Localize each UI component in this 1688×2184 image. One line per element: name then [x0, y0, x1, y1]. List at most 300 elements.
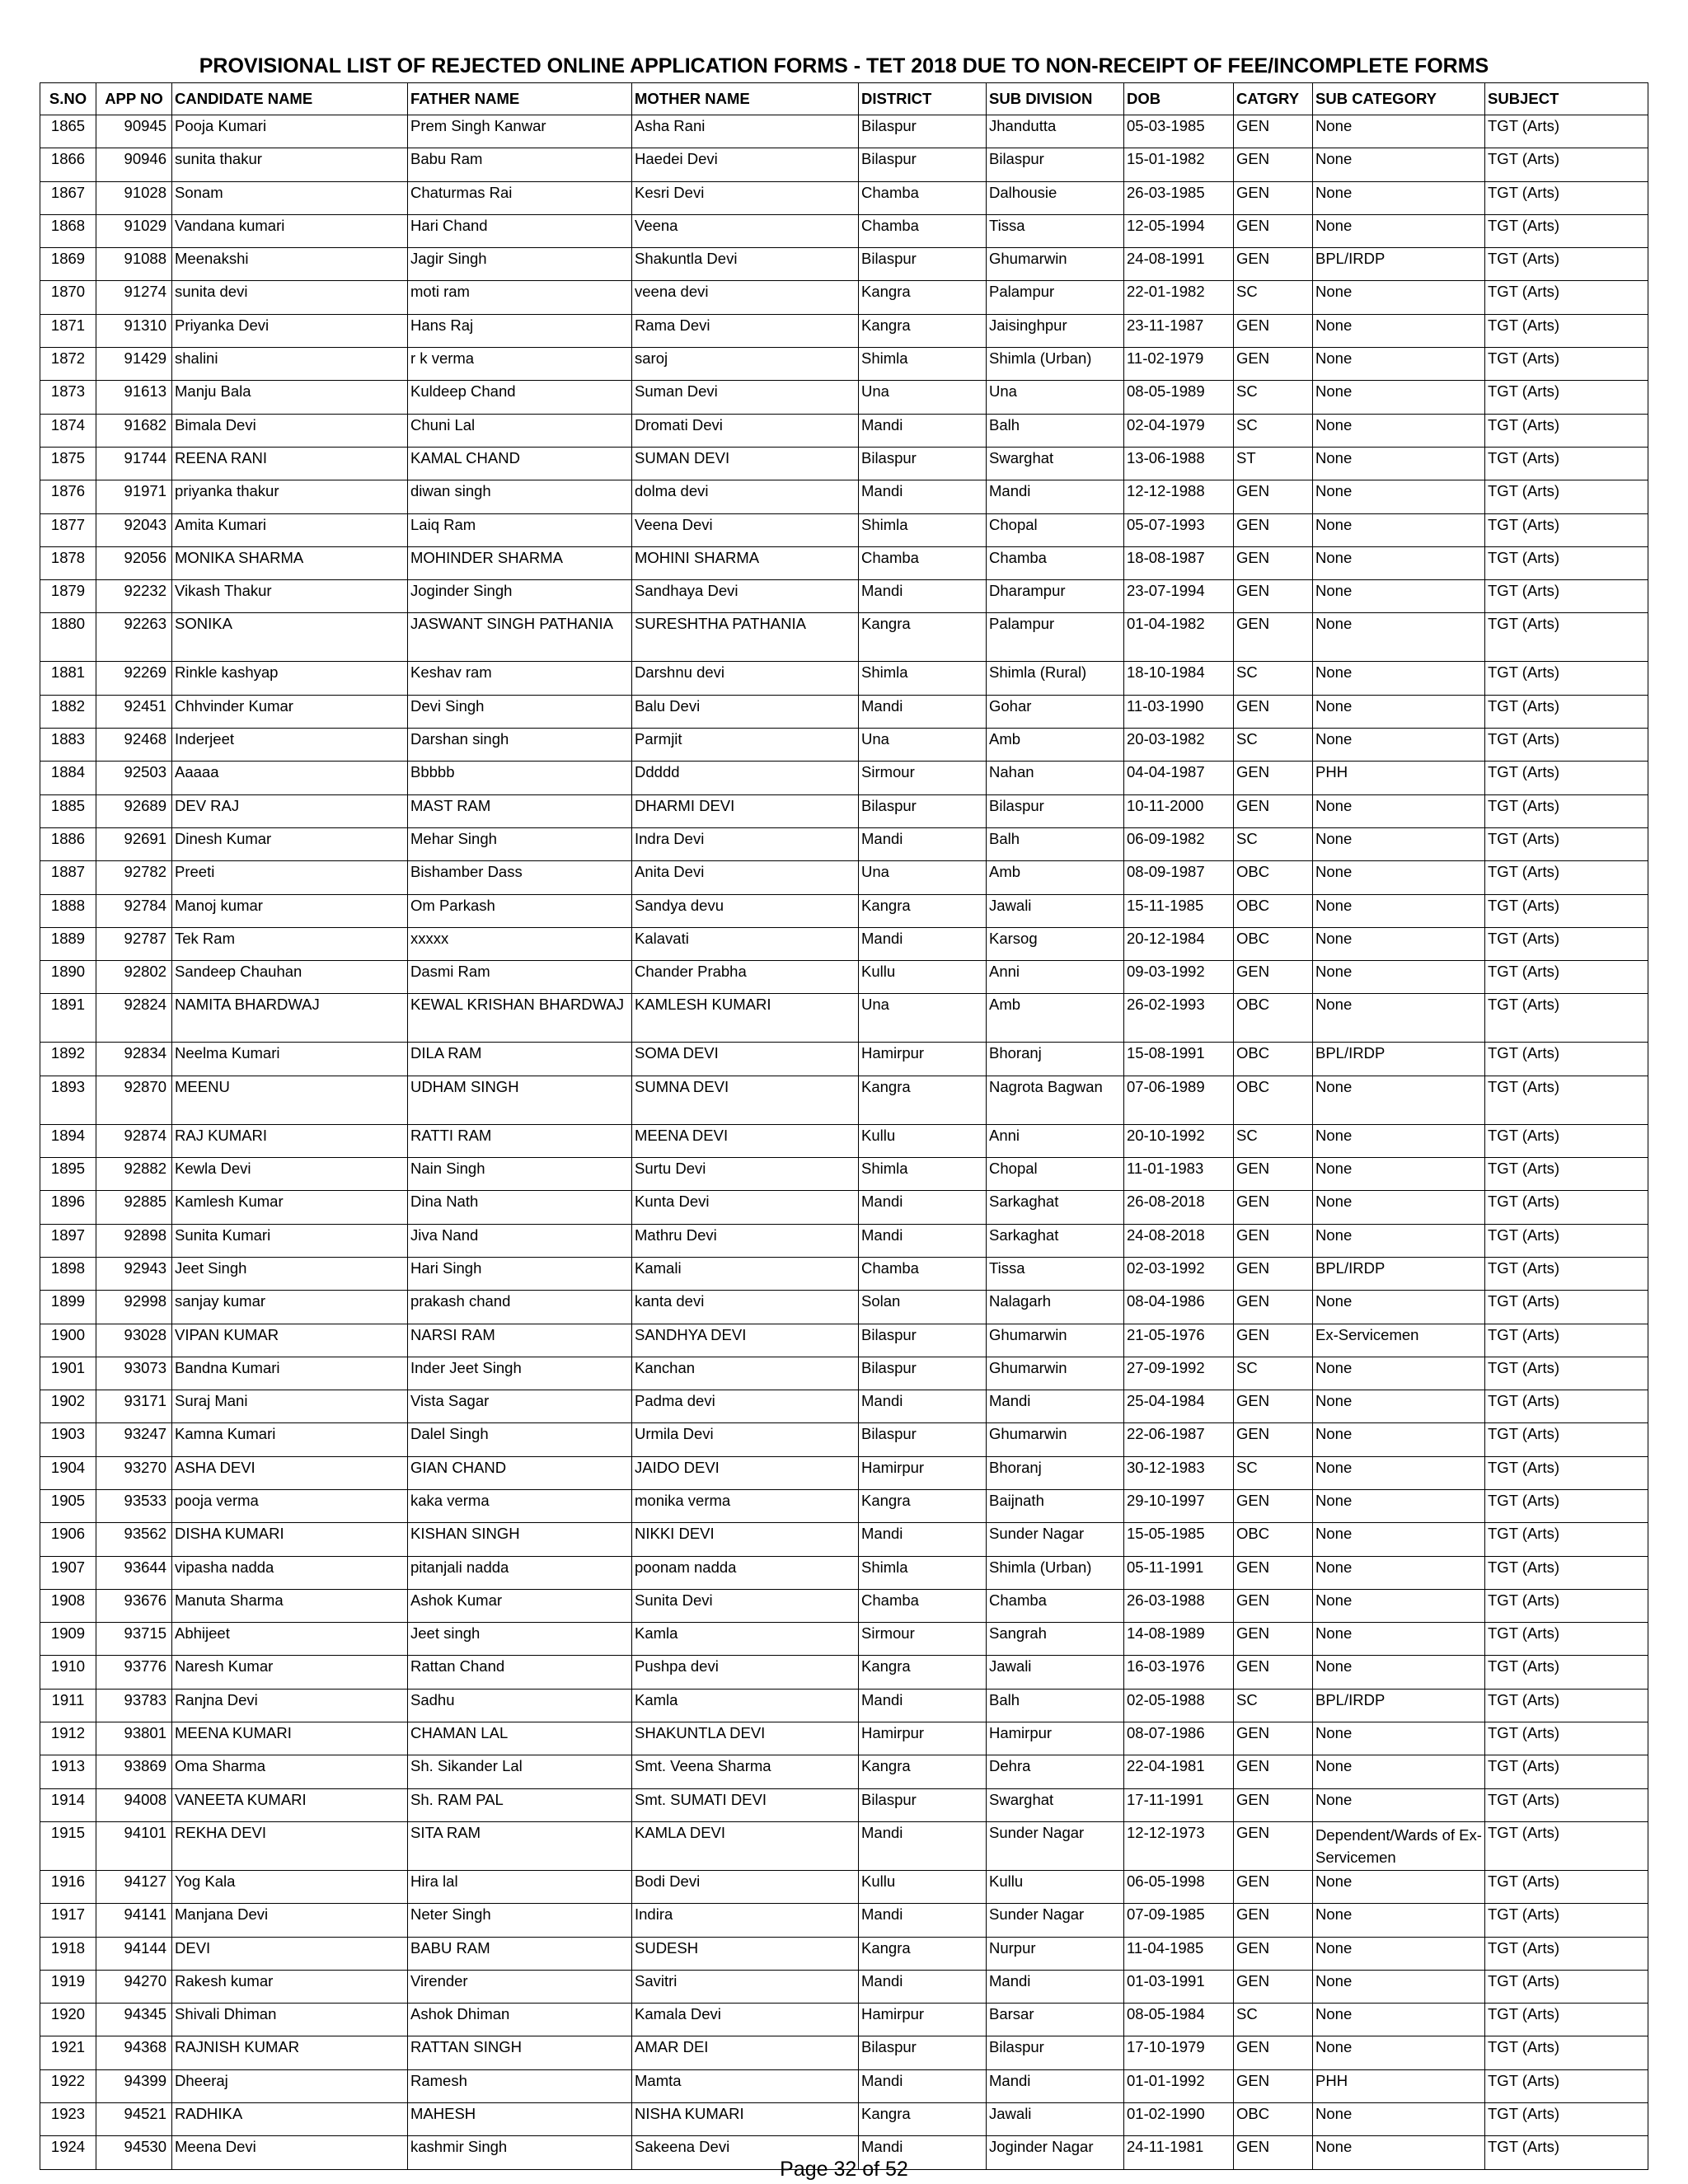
cell-father-name: Rattan Chand	[408, 1656, 632, 1689]
cell-sub-division: Mandi	[987, 2069, 1124, 2102]
cell-app-no: 93028	[96, 1324, 172, 1357]
cell-mother-name: Balu Devi	[632, 695, 859, 728]
cell-category: GEN	[1234, 961, 1313, 994]
cell-mother-name: KAMLA DEVI	[632, 1821, 859, 1870]
cell-father-name: GIAN CHAND	[408, 1456, 632, 1489]
table-row	[40, 1589, 1648, 1622]
cell-category: GEN	[1234, 480, 1313, 513]
cell-candidate-name: Jeet Singh	[172, 1257, 408, 1290]
cell-app-no: 92691	[96, 827, 172, 860]
column-header-sno: S.NO	[40, 83, 96, 115]
cell-subject: TGT (Arts)	[1485, 2036, 1648, 2069]
cell-sno: 1922	[40, 2069, 96, 2102]
cell-sub-category: None	[1313, 314, 1485, 347]
cell-mother-name: Urmila Devi	[632, 1423, 859, 1456]
cell-subject: TGT (Arts)	[1485, 1224, 1648, 1257]
cell-mother-name: NISHA KUMARI	[632, 2103, 859, 2136]
cell-sno: 1883	[40, 729, 96, 762]
cell-district: Bilaspur	[859, 1357, 987, 1390]
cell-mother-name: Kanchan	[632, 1357, 859, 1390]
cell-sno: 1902	[40, 1390, 96, 1423]
cell-mother-name: Ddddd	[632, 762, 859, 794]
cell-mother-name: Parmjit	[632, 729, 859, 762]
cell-father-name: Sadhu	[408, 1689, 632, 1722]
cell-sub-category: None	[1313, 927, 1485, 960]
table-row	[40, 1357, 1648, 1390]
cell-sub-category: None	[1313, 1870, 1485, 1903]
cell-subject: TGT (Arts)	[1485, 827, 1648, 860]
cell-app-no: 92998	[96, 1291, 172, 1324]
cell-sno: 1871	[40, 314, 96, 347]
cell-sno: 1869	[40, 248, 96, 281]
cell-candidate-name: sanjay kumar	[172, 1291, 408, 1324]
cell-subject: TGT (Arts)	[1485, 1689, 1648, 1722]
cell-subject: TGT (Arts)	[1485, 1523, 1648, 1556]
cell-district: Bilaspur	[859, 1324, 987, 1357]
cell-sub-category: None	[1313, 214, 1485, 247]
cell-sub-division: Shimla (Urban)	[987, 348, 1124, 381]
table-row	[40, 348, 1648, 381]
cell-father-name: NARSI RAM	[408, 1324, 632, 1357]
cell-mother-name: Kesri Devi	[632, 181, 859, 214]
cell-district: Mandi	[859, 1390, 987, 1423]
cell-app-no: 94521	[96, 2103, 172, 2136]
cell-app-no: 94141	[96, 1904, 172, 1937]
table-body	[40, 115, 1648, 2170]
cell-sub-division: Bilaspur	[987, 2036, 1124, 2069]
cell-district: Bilaspur	[859, 2036, 987, 2069]
cell-sub-division: Sunder Nagar	[987, 1904, 1124, 1937]
cell-app-no: 93776	[96, 1656, 172, 1689]
table-row	[40, 1076, 1648, 1124]
cell-app-no: 92451	[96, 695, 172, 728]
table-row	[40, 1656, 1648, 1689]
cell-dob: 12-12-1973	[1124, 1821, 1234, 1870]
cell-sub-category: None	[1313, 580, 1485, 613]
cell-sno: 1884	[40, 762, 96, 794]
cell-subject: TGT (Arts)	[1485, 1124, 1648, 1157]
cell-sub-division: Karsog	[987, 927, 1124, 960]
cell-sub-division: Jaisinghpur	[987, 314, 1124, 347]
cell-sub-division: Dehra	[987, 1755, 1124, 1788]
cell-district: Mandi	[859, 1523, 987, 1556]
cell-mother-name: Anita Devi	[632, 861, 859, 894]
cell-mother-name: Veena Devi	[632, 513, 859, 546]
cell-sno: 1913	[40, 1755, 96, 1788]
cell-sub-category: None	[1313, 1656, 1485, 1689]
table-row	[40, 1755, 1648, 1788]
cell-sub-category: None	[1313, 729, 1485, 762]
cell-sub-category: Dependent/Wards of Ex-Servicemen	[1313, 1821, 1485, 1870]
cell-district: Kullu	[859, 1870, 987, 1903]
cell-candidate-name: Suraj Mani	[172, 1390, 408, 1423]
cell-dob: 20-12-1984	[1124, 927, 1234, 960]
cell-mother-name: Sandya devu	[632, 894, 859, 927]
cell-sub-division: Chamba	[987, 546, 1124, 579]
cell-category: OBC	[1234, 1076, 1313, 1124]
table-row	[40, 381, 1648, 414]
cell-father-name: Ashok Dhiman	[408, 2004, 632, 2036]
cell-mother-name: SUMNA DEVI	[632, 1076, 859, 1124]
cell-district: Bilaspur	[859, 794, 987, 827]
cell-father-name: prakash chand	[408, 1291, 632, 1324]
cell-candidate-name: vipasha nadda	[172, 1556, 408, 1589]
cell-subject: TGT (Arts)	[1485, 2136, 1648, 2169]
cell-app-no: 92043	[96, 513, 172, 546]
cell-mother-name: Darshnu devi	[632, 662, 859, 695]
cell-dob: 27-09-1992	[1124, 1357, 1234, 1390]
cell-dob: 01-03-1991	[1124, 1970, 1234, 2003]
cell-candidate-name: sunita thakur	[172, 148, 408, 181]
cell-dob: 25-04-1984	[1124, 1390, 1234, 1423]
cell-category: GEN	[1234, 1423, 1313, 1456]
cell-district: Sirmour	[859, 1623, 987, 1656]
cell-subject: TGT (Arts)	[1485, 1076, 1648, 1124]
cell-candidate-name: Dinesh Kumar	[172, 827, 408, 860]
cell-district: Solan	[859, 1291, 987, 1324]
cell-sub-division: Chopal	[987, 513, 1124, 546]
cell-sno: 1886	[40, 827, 96, 860]
cell-sno: 1911	[40, 1689, 96, 1722]
cell-sub-category: None	[1313, 1788, 1485, 1821]
cell-candidate-name: Vandana kumari	[172, 214, 408, 247]
cell-sub-division: Bhoranj	[987, 1043, 1124, 1076]
table-row	[40, 1904, 1648, 1937]
cell-sub-division: Jawali	[987, 894, 1124, 927]
cell-sub-category: None	[1313, 2004, 1485, 2036]
cell-subject: TGT (Arts)	[1485, 1489, 1648, 1522]
cell-mother-name: DHARMI DEVI	[632, 794, 859, 827]
cell-subject: TGT (Arts)	[1485, 348, 1648, 381]
cell-candidate-name: Kewla Devi	[172, 1158, 408, 1191]
cell-sub-category: None	[1313, 513, 1485, 546]
column-header-sub-category: SUB CATEGORY	[1313, 83, 1485, 115]
cell-father-name: Chuni Lal	[408, 414, 632, 447]
cell-sno: 1918	[40, 1937, 96, 1970]
cell-category: OBC	[1234, 994, 1313, 1043]
cell-sno: 1893	[40, 1076, 96, 1124]
cell-mother-name: Kamla	[632, 1689, 859, 1722]
cell-candidate-name: Sandeep Chauhan	[172, 961, 408, 994]
cell-subject: TGT (Arts)	[1485, 1970, 1648, 2003]
cell-mother-name: monika verma	[632, 1489, 859, 1522]
cell-father-name: Ashok Kumar	[408, 1589, 632, 1622]
cell-mother-name: Surtu Devi	[632, 1158, 859, 1191]
cell-father-name: Hans Raj	[408, 314, 632, 347]
cell-father-name: Chaturmas Rai	[408, 181, 632, 214]
column-header-sub-division: SUB DIVISION	[987, 83, 1124, 115]
cell-father-name: JASWANT SINGH PATHANIA	[408, 613, 632, 662]
cell-candidate-name: MONIKA SHARMA	[172, 546, 408, 579]
cell-sno: 1892	[40, 1043, 96, 1076]
cell-category: GEN	[1234, 695, 1313, 728]
cell-category: GEN	[1234, 2069, 1313, 2102]
cell-father-name: RATTAN SINGH	[408, 2036, 632, 2069]
cell-app-no: 94101	[96, 1821, 172, 1870]
cell-candidate-name: RAJ KUMARI	[172, 1124, 408, 1157]
cell-dob: 08-05-1989	[1124, 381, 1234, 414]
table-row	[40, 2036, 1648, 2069]
cell-dob: 05-07-1993	[1124, 513, 1234, 546]
cell-district: Chamba	[859, 546, 987, 579]
cell-dob: 12-05-1994	[1124, 214, 1234, 247]
cell-app-no: 93073	[96, 1357, 172, 1390]
cell-app-no: 91971	[96, 480, 172, 513]
cell-sub-division: Dalhousie	[987, 181, 1124, 214]
cell-app-no: 93644	[96, 1556, 172, 1589]
table-row	[40, 513, 1648, 546]
cell-category: GEN	[1234, 1821, 1313, 1870]
cell-app-no: 94345	[96, 2004, 172, 2036]
cell-candidate-name: Naresh Kumar	[172, 1656, 408, 1689]
cell-category: GEN	[1234, 214, 1313, 247]
cell-candidate-name: pooja verma	[172, 1489, 408, 1522]
cell-dob: 08-04-1986	[1124, 1291, 1234, 1324]
cell-app-no: 92784	[96, 894, 172, 927]
table-row	[40, 181, 1648, 214]
cell-category: GEN	[1234, 1937, 1313, 1970]
cell-district: Kangra	[859, 314, 987, 347]
cell-app-no: 92689	[96, 794, 172, 827]
cell-dob: 05-11-1991	[1124, 1556, 1234, 1589]
cell-father-name: Keshav ram	[408, 662, 632, 695]
cell-district: Hamirpur	[859, 1043, 987, 1076]
cell-district: Mandi	[859, 2136, 987, 2169]
cell-sub-category: None	[1313, 861, 1485, 894]
table-row	[40, 1043, 1648, 1076]
cell-app-no: 91274	[96, 281, 172, 314]
cell-father-name: Om Parkash	[408, 894, 632, 927]
cell-mother-name: MEENA DEVI	[632, 1124, 859, 1157]
cell-candidate-name: SONIKA	[172, 613, 408, 662]
cell-dob: 08-05-1984	[1124, 2004, 1234, 2036]
cell-sub-category: None	[1313, 1291, 1485, 1324]
cell-category: GEN	[1234, 1788, 1313, 1821]
cell-candidate-name: NAMITA BHARDWAJ	[172, 994, 408, 1043]
column-header-candidate-name: CANDIDATE NAME	[172, 83, 408, 115]
cell-app-no: 91613	[96, 381, 172, 414]
table-row	[40, 1390, 1648, 1423]
cell-sno: 1905	[40, 1489, 96, 1522]
cell-candidate-name: Preeti	[172, 861, 408, 894]
cell-sno: 1917	[40, 1904, 96, 1937]
cell-app-no: 92263	[96, 613, 172, 662]
cell-sub-category: None	[1313, 1158, 1485, 1191]
cell-subject: TGT (Arts)	[1485, 894, 1648, 927]
cell-dob: 12-12-1988	[1124, 480, 1234, 513]
cell-sub-division: Amb	[987, 729, 1124, 762]
cell-district: Mandi	[859, 927, 987, 960]
cell-sno: 1901	[40, 1357, 96, 1390]
cell-district: Kangra	[859, 2103, 987, 2136]
cell-subject: TGT (Arts)	[1485, 1423, 1648, 1456]
cell-district: Mandi	[859, 580, 987, 613]
cell-sno: 1898	[40, 1257, 96, 1290]
cell-mother-name: Smt. SUMATI DEVI	[632, 1788, 859, 1821]
cell-sno: 1907	[40, 1556, 96, 1589]
cell-subject: TGT (Arts)	[1485, 762, 1648, 794]
cell-father-name: Mehar Singh	[408, 827, 632, 860]
cell-dob: 05-03-1985	[1124, 115, 1234, 148]
cell-father-name: Hari Chand	[408, 214, 632, 247]
cell-sub-category: None	[1313, 2036, 1485, 2069]
table-row	[40, 2069, 1648, 2102]
cell-candidate-name: Priyanka Devi	[172, 314, 408, 347]
cell-subject: TGT (Arts)	[1485, 1722, 1648, 1755]
cell-father-name: Jeet singh	[408, 1623, 632, 1656]
cell-sub-category: None	[1313, 1589, 1485, 1622]
cell-candidate-name: Sonam	[172, 181, 408, 214]
cell-subject: TGT (Arts)	[1485, 2004, 1648, 2036]
cell-mother-name: poonam nadda	[632, 1556, 859, 1589]
cell-category: SC	[1234, 662, 1313, 695]
cell-category: OBC	[1234, 927, 1313, 960]
cell-subject: TGT (Arts)	[1485, 1821, 1648, 1870]
cell-subject: TGT (Arts)	[1485, 214, 1648, 247]
cell-sub-category: None	[1313, 1623, 1485, 1656]
cell-candidate-name: MEENA KUMARI	[172, 1722, 408, 1755]
cell-father-name: Dalel Singh	[408, 1423, 632, 1456]
cell-sno: 1896	[40, 1191, 96, 1224]
cell-app-no: 91029	[96, 214, 172, 247]
cell-candidate-name: Bimala Devi	[172, 414, 408, 447]
cell-sub-division: Chamba	[987, 1589, 1124, 1622]
cell-subject: TGT (Arts)	[1485, 248, 1648, 281]
cell-father-name: Dina Nath	[408, 1191, 632, 1224]
cell-mother-name: Kunta Devi	[632, 1191, 859, 1224]
cell-district: Shimla	[859, 662, 987, 695]
cell-father-name: Hira lal	[408, 1870, 632, 1903]
cell-candidate-name: Chhvinder Kumar	[172, 695, 408, 728]
cell-candidate-name: ASHA DEVI	[172, 1456, 408, 1489]
cell-sub-division: Gohar	[987, 695, 1124, 728]
table-row	[40, 2103, 1648, 2136]
cell-candidate-name: Dheeraj	[172, 2069, 408, 2102]
cell-sub-category: None	[1313, 1556, 1485, 1589]
cell-dob: 23-07-1994	[1124, 580, 1234, 613]
cell-father-name: Jagir Singh	[408, 248, 632, 281]
cell-subject: TGT (Arts)	[1485, 1158, 1648, 1191]
cell-father-name: KAMAL CHAND	[408, 447, 632, 480]
cell-sub-category: BPL/IRDP	[1313, 1043, 1485, 1076]
cell-sub-division: Shimla (Rural)	[987, 662, 1124, 695]
cell-mother-name: SANDHYA DEVI	[632, 1324, 859, 1357]
table-row	[40, 1191, 1648, 1224]
cell-sub-division: Ghumarwin	[987, 248, 1124, 281]
cell-app-no: 91682	[96, 414, 172, 447]
cell-subject: TGT (Arts)	[1485, 1456, 1648, 1489]
cell-subject: TGT (Arts)	[1485, 1623, 1648, 1656]
cell-subject: TGT (Arts)	[1485, 1656, 1648, 1689]
cell-district: Bilaspur	[859, 1788, 987, 1821]
table-row	[40, 994, 1648, 1043]
cell-father-name: Laiq Ram	[408, 513, 632, 546]
cell-category: OBC	[1234, 1043, 1313, 1076]
cell-dob: 11-04-1985	[1124, 1937, 1234, 1970]
cell-subject: TGT (Arts)	[1485, 613, 1648, 662]
cell-dob: 16-03-1976	[1124, 1656, 1234, 1689]
cell-dob: 11-02-1979	[1124, 348, 1234, 381]
cell-sno: 1921	[40, 2036, 96, 2069]
cell-father-name: Bbbbb	[408, 762, 632, 794]
table-row	[40, 827, 1648, 860]
cell-mother-name: SUMAN DEVI	[632, 447, 859, 480]
cell-district: Mandi	[859, 1970, 987, 2003]
cell-category: GEN	[1234, 546, 1313, 579]
cell-category: SC	[1234, 729, 1313, 762]
cell-subject: TGT (Arts)	[1485, 1043, 1648, 1076]
cell-category: GEN	[1234, 1291, 1313, 1324]
cell-mother-name: Kamla	[632, 1623, 859, 1656]
cell-app-no: 93869	[96, 1755, 172, 1788]
cell-sub-category: None	[1313, 181, 1485, 214]
cell-category: OBC	[1234, 1523, 1313, 1556]
cell-mother-name: Bodi Devi	[632, 1870, 859, 1903]
cell-subject: TGT (Arts)	[1485, 2069, 1648, 2102]
table-row	[40, 1689, 1648, 1722]
cell-subject: TGT (Arts)	[1485, 115, 1648, 148]
cell-sno: 1897	[40, 1224, 96, 1257]
cell-district: Bilaspur	[859, 248, 987, 281]
cell-mother-name: AMAR DEI	[632, 2036, 859, 2069]
cell-category: GEN	[1234, 1324, 1313, 1357]
table-row	[40, 1523, 1648, 1556]
cell-sno: 1910	[40, 1656, 96, 1689]
cell-sub-division: Nalagarh	[987, 1291, 1124, 1324]
cell-dob: 22-01-1982	[1124, 281, 1234, 314]
cell-candidate-name: Tek Ram	[172, 927, 408, 960]
cell-sno: 1923	[40, 2103, 96, 2136]
cell-candidate-name: DEV RAJ	[172, 794, 408, 827]
table-row	[40, 662, 1648, 695]
cell-sno: 1876	[40, 480, 96, 513]
cell-category: SC	[1234, 414, 1313, 447]
cell-app-no: 93270	[96, 1456, 172, 1489]
cell-sub-division: Hamirpur	[987, 1722, 1124, 1755]
cell-sno: 1880	[40, 613, 96, 662]
cell-district: Kullu	[859, 1124, 987, 1157]
cell-sub-category: BPL/IRDP	[1313, 1257, 1485, 1290]
cell-app-no: 92782	[96, 861, 172, 894]
cell-app-no: 92824	[96, 994, 172, 1043]
cell-sno: 1889	[40, 927, 96, 960]
cell-dob: 22-04-1981	[1124, 1755, 1234, 1788]
cell-sub-division: Barsar	[987, 2004, 1124, 2036]
column-header-mother-name: MOTHER NAME	[632, 83, 859, 115]
cell-subject: TGT (Arts)	[1485, 927, 1648, 960]
cell-dob: 15-11-1985	[1124, 894, 1234, 927]
cell-father-name: Inder Jeet Singh	[408, 1357, 632, 1390]
table-row	[40, 1124, 1648, 1157]
cell-sub-division: Sunder Nagar	[987, 1523, 1124, 1556]
cell-sub-category: PHH	[1313, 762, 1485, 794]
cell-subject: TGT (Arts)	[1485, 994, 1648, 1043]
cell-sub-category: None	[1313, 1357, 1485, 1390]
cell-mother-name: Suman Devi	[632, 381, 859, 414]
cell-sub-division: Amb	[987, 861, 1124, 894]
cell-sub-category: None	[1313, 613, 1485, 662]
cell-sno: 1879	[40, 580, 96, 613]
table-row	[40, 414, 1648, 447]
column-header-subject: SUBJECT	[1485, 83, 1648, 115]
cell-mother-name: SOMA DEVI	[632, 1043, 859, 1076]
cell-sub-category: None	[1313, 1224, 1485, 1257]
cell-sub-division: Dharampur	[987, 580, 1124, 613]
cell-dob: 30-12-1983	[1124, 1456, 1234, 1489]
cell-district: Kangra	[859, 281, 987, 314]
cell-category: GEN	[1234, 181, 1313, 214]
cell-dob: 09-03-1992	[1124, 961, 1234, 994]
